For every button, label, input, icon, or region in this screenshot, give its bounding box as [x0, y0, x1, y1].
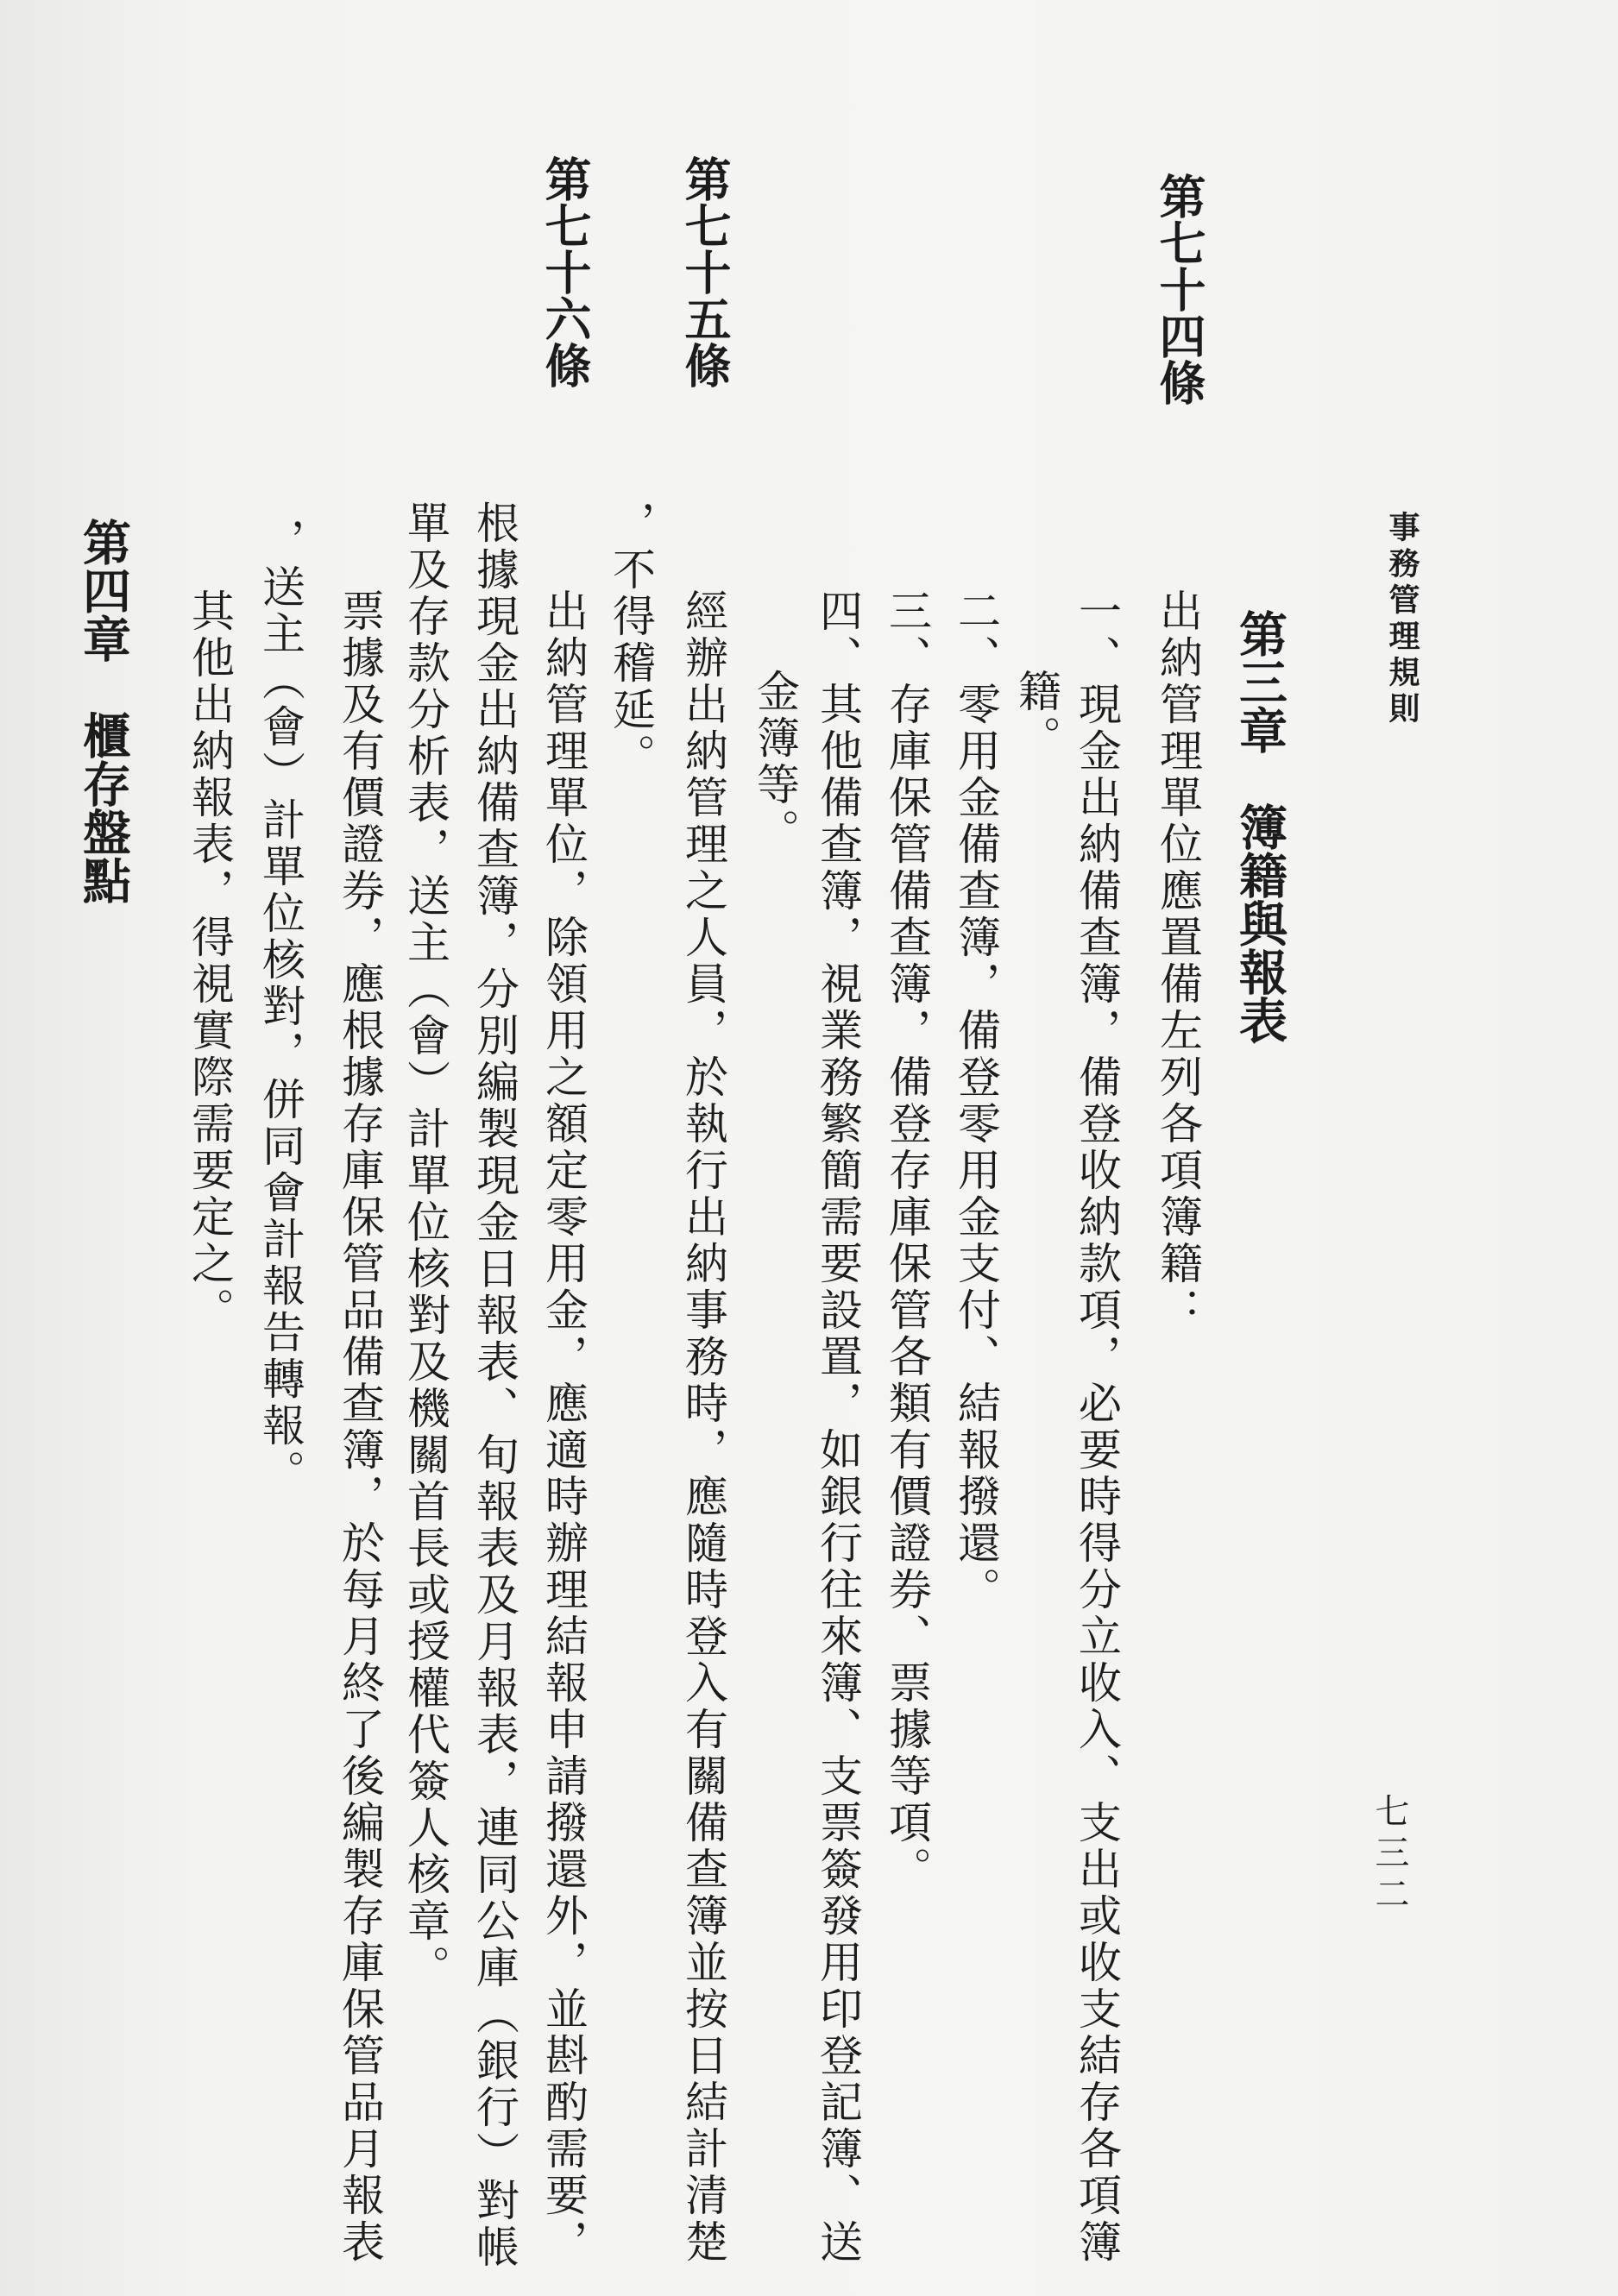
article-76-label: 第七十六條	[538, 155, 593, 388]
article-74-intro: 出納管理單位應置備左列各項簿籍：	[1153, 588, 1203, 1334]
article-74-item: 二、零用金備查簿，備登零用金支付、結報撥還。	[951, 588, 1001, 1613]
article-76-line: ，送主（會）計單位核對，併同會計報告轉報。	[255, 518, 305, 1496]
article-74-item: 三、存庫保管備查簿，備登存庫保管各類有價證券、票據等項。	[882, 588, 932, 1893]
page-number: 七三二	[1369, 1793, 1409, 1917]
article-76-line: 出納管理單位，除領用之額定零用金，應適時辦理結報申請撥還外，並斟酌需要，	[538, 588, 589, 2266]
article-76-line: 票據及有價證券，應根據存庫保管品備查簿，於每月終了後編製存庫保管品月報表	[335, 588, 385, 2266]
article-74-item: 一、現金出納備查簿，備登收納款項，必要時得分立收入、支出或收支結存各項簿	[1072, 588, 1122, 2266]
article-75-line: 經辦出納管理之人員，於執行出納事務時，應隨時登入有關備查簿並按日結計清楚	[678, 588, 728, 2266]
article-75-line: ，不得稽延。	[606, 500, 656, 780]
chapter4-title: 第四章 櫃存盤點	[75, 518, 132, 904]
running-title: 事務管理規則	[1384, 511, 1420, 728]
article-76-line: 單及存款分析表，送主（會）計單位核對及機關首長或授權代簽人核章。	[400, 500, 450, 1991]
article-76-line: 根據現金出納備查簿，分別編製現金日報表、旬報表及月報表，連同公庫（銀行）對帳	[469, 500, 519, 2271]
article-74-item: 籍。	[1011, 669, 1061, 762]
article-74-label: 第七十四條	[1152, 173, 1207, 406]
article-74-item: 四、其他備查簿，視業務繁簡需要設置，如銀行往來簿、支票簽發用印登記簿、送	[813, 588, 863, 2266]
article-74-item: 金簿等。	[750, 669, 800, 855]
chapter3-title: 第三章 簿籍與報表	[1231, 609, 1288, 1044]
article-76-line: 其他出納報表，得視實際需要定之。	[185, 588, 235, 1334]
article-75-label: 第七十五條	[677, 155, 733, 388]
